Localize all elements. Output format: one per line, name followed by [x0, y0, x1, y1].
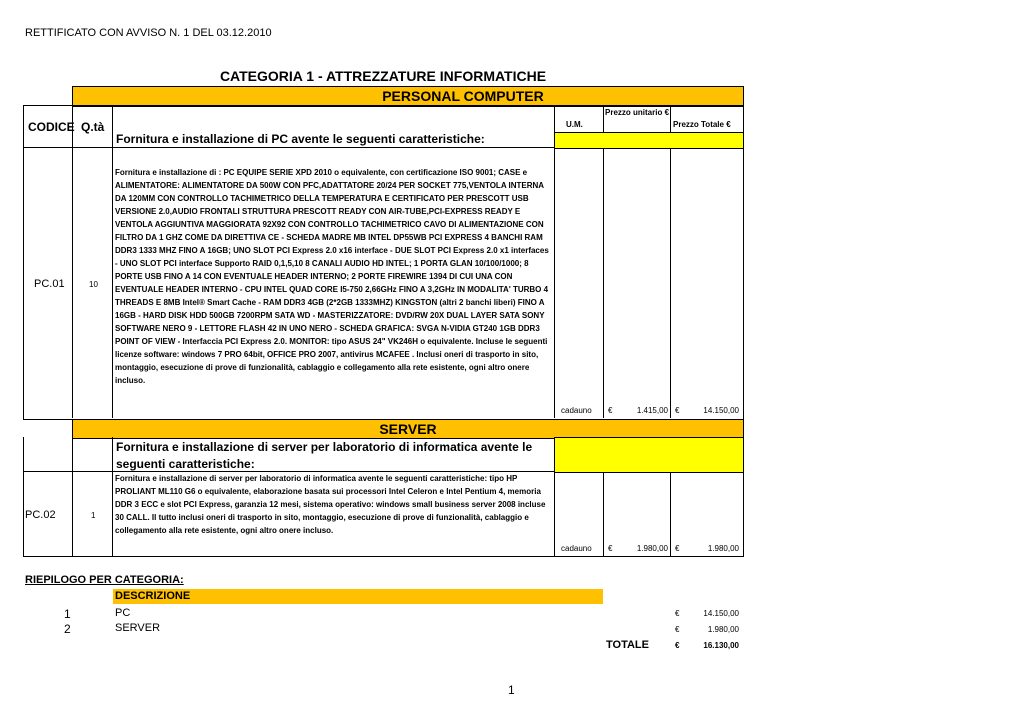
summary-item-label: SERVER	[115, 622, 161, 634]
row-description: Fornitura e installazione di server per laboratorio di informatica avente le seguenti caratteristiche: tipo HP PROLIANT ML110 G6 o equivalente, elaborazione basata sui processori Intel Celeron e Intel Pentium 4, memoria DDR 3 ECC e slot PCI Express, garanzia 12 mesi, sistema operativo: windows small business server 2008 incluse 30 CALL. Il tutto inclusi oneri di trasporto in sito, montaggio, esecuzione di prove di funzionalità, cablaggio e collegamento alla rete esistente, ogni altro onere incluso.	[115, 474, 546, 535]
row-qty: 10	[89, 280, 98, 289]
currency-symbol: €	[608, 406, 613, 415]
summary-total-label: TOTALE	[606, 639, 649, 651]
currency-symbol: €	[675, 641, 680, 650]
category-title: CATEGORIA 1 - ATTREZZATURE INFORMATICHE	[219, 68, 547, 84]
currency-symbol: €	[675, 609, 680, 618]
server-section-title: SERVER	[379, 421, 437, 437]
page-number: 1	[508, 683, 515, 697]
row-qty: 1	[91, 511, 96, 520]
currency-symbol: €	[608, 544, 613, 553]
row-total-price: 14.150,00	[703, 406, 739, 415]
summary-desc-header-band	[113, 589, 603, 604]
col-divider	[603, 105, 604, 418]
currency-symbol: €	[675, 625, 680, 634]
pc-heading: Fornitura e installazione di PC avente le seguenti caratteristiche:	[116, 132, 485, 146]
row-um: cadauno	[561, 406, 592, 415]
server-section-band	[72, 419, 744, 439]
row-unit-price: 1.980,00	[636, 544, 668, 553]
summary-item-number: 1	[64, 607, 71, 621]
currency-symbol: €	[675, 544, 680, 553]
row-um: cadauno	[561, 544, 592, 553]
column-header-unit-price: Prezzo unitario €	[605, 108, 670, 117]
column-header-um: U.M.	[566, 120, 583, 129]
currency-symbol: €	[675, 406, 680, 415]
summary-item-amount: 1.980,00	[707, 625, 739, 634]
summary-title: RIEPILOGO PER CATEGORIA:	[25, 574, 184, 586]
row-unit-price: 1.415,00	[636, 406, 668, 415]
column-header-qty: Q.tà	[81, 120, 105, 134]
col-divider	[670, 105, 671, 418]
col-divider	[112, 437, 113, 556]
column-header-total-price: Prezzo Totale €	[673, 120, 731, 129]
row-total-price: 1.980,00	[707, 544, 739, 553]
col-divider	[72, 437, 73, 556]
summary-desc-header: DESCRIZIONE	[115, 590, 191, 602]
summary-item-label: PC	[115, 607, 131, 619]
col-divider	[554, 105, 555, 418]
col-divider	[603, 471, 604, 556]
col-divider	[670, 471, 671, 556]
col-divider	[72, 105, 73, 418]
summary-item-amount: 14.150,00	[703, 609, 739, 618]
row-description: Fornitura e installazione di : PC EQUIPE SERIE XPD 2010 o equivalente, con certificazione ISO 9001; CASE e ALIMENTATORE: ALIMENTATORE DA 500W CON PFC,ADATTATORE 20/24 PER SOCKET 775,VENTOLA INTERNA DA 120MM CON CONTROLLO TACHIMETRICO DELLA TEMPERATURA E CERTIFICATO PER PRESCOTT USB VERSIONE 2.0,AUDIO FRONTALI STRUTTURA PRESCOTT READY CON AIR-TUBE,PCI-EXPRESS READY E VENTOLA AGGIUNTIVA MAGGIORATA 92X92 CON CONTROLLO TACHIMETRICO CAVO DI ALIMENTAZIONE CON FILTRO DA 1 GHZ COME DA DIRETTIVA CE - SCHEDA MADRE MB INTEL DP55WB PCI EXPRESS 4 BANCHI RAM DDR3 1333 MHZ FINO A 16GB; UNO SLOT PCI Express 2.0 x16 interface - DUE SLOT PCI Express 2.0 x1 interfaces - UNO SLOT PCI interface Supporto RAID 0,1,5,10 8 CANALI AUDIO HD INTEL; 1 PORTA GLAN 10/100/1000; 8 PORTE USB FINO A 14 CON EVENTUALE HEADER INTERNO; 2 PORTE FIREWIRE 1394 DI CUI UNA CON EVENTUALE HEADER INTERNO - CPU INTEL QUAD CORE I5-750 2,66GHz FINO A 3,2GHz IN MODALITA' TURBO 4 THREADS E 8MB Intel® Smart Cache - RAM DDR3 4GB (2*2GB 1333MHZ) KINGSTON (altri 2 banchi liberi) FINO A 16GB - HARD DISK HDD 500GB 7200RPM SATA WD - MASTERIZZATORE: DVD/RW 20X DUAL LAYER SATA SONY SOFTWARE NERO 9 - LETTORE FLASH 42 IN UNO NERO - SCHEDA GRAFICA: SVGA N-VIDIA GT240 1GB DDR3 POINT OF VIEW - Interfaccia PCI Express 2.0. MONITOR: tipo ASUS 24" VK246H o equivalente. Incluse le seguenti licenze software: windows 7 PRO 64bit, OFFICE PRO 2007, antivirus MCAFEE . Inclusi oneri di trasporto in sito, montaggio, esecuzione di prove di funzionalità, cablaggio e collegamento alla rete esistente, ogni altro onere incluso.	[115, 168, 549, 385]
pc-section-band	[72, 86, 744, 107]
server-heading: Fornitura e installazione di server per laboratorio di informatica avente le seguenti caratteristiche:	[116, 440, 533, 471]
column-header-code: CODICE	[28, 120, 75, 134]
server-heading-highlight	[554, 437, 744, 473]
header-note: RETTIFICATO CON AVVISO N. 1 DEL 03.12.2010	[25, 27, 272, 39]
row-code: PC.01	[34, 278, 65, 290]
col-divider	[554, 471, 555, 556]
col-divider	[112, 105, 113, 418]
summary-item-number: 2	[64, 622, 71, 636]
row-code: PC.02	[25, 509, 56, 521]
pc-section-title: PERSONAL COMPUTER	[382, 88, 544, 104]
summary-total-amount: 16.130,00	[703, 641, 739, 650]
pc-heading-highlight	[554, 132, 744, 149]
